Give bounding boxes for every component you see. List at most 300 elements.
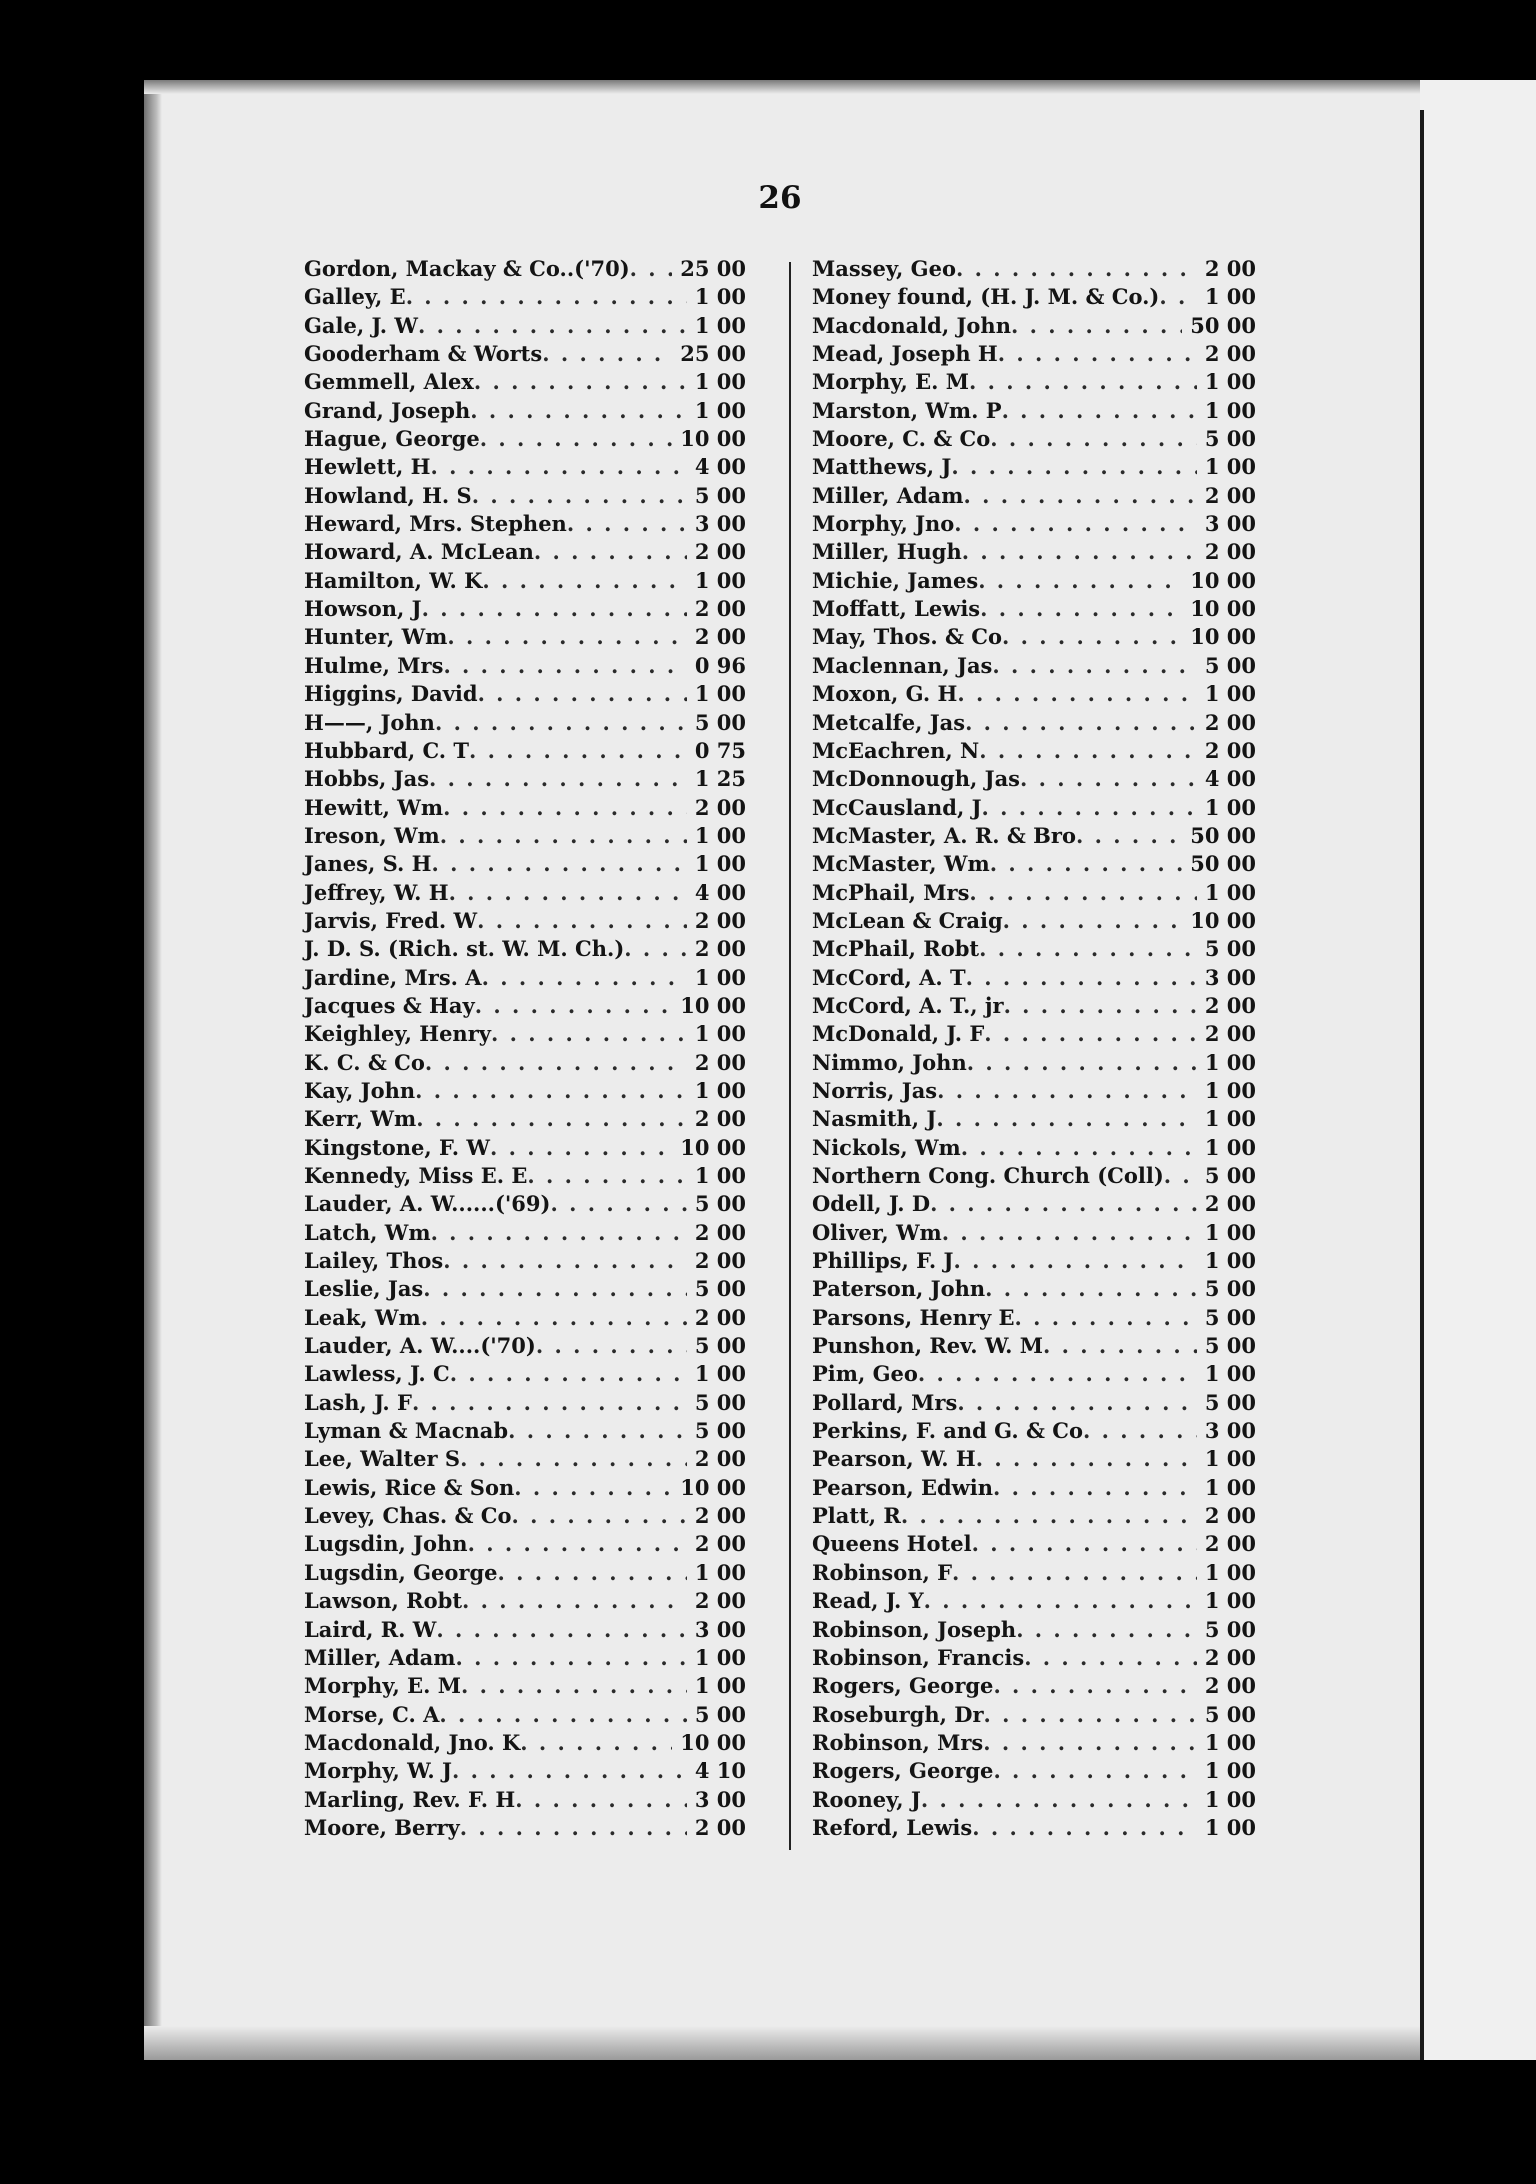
list-item	[812, 1276, 1256, 1304]
list-item	[304, 681, 746, 709]
dot-leader	[449, 880, 687, 905]
dot-leader	[1043, 1333, 1197, 1358]
subscription-amount: 3 00	[1204, 511, 1256, 537]
subscriber-name: Kingstone, F. W	[304, 1134, 490, 1160]
list-item	[812, 1078, 1256, 1106]
dot-leader	[450, 1361, 687, 1386]
subscription-amount: 4 10	[694, 1758, 746, 1784]
dot-leader	[953, 1248, 1196, 1273]
subscription-amount: 4 00	[694, 454, 746, 480]
list-item	[812, 738, 1256, 766]
dot-leader	[474, 369, 687, 394]
list-item	[304, 880, 746, 908]
subscription-amount: 5 00	[1204, 1304, 1256, 1330]
dot-leader	[957, 681, 1197, 706]
dot-leader	[962, 539, 1197, 564]
list-item	[304, 398, 746, 426]
subscription-amount: 25 00	[680, 256, 746, 281]
subscription-amount: 10 00	[1190, 624, 1256, 650]
dot-leader	[461, 1673, 687, 1698]
subscription-amount: 0 96	[694, 652, 746, 678]
subscriber-name: Hague, George	[304, 426, 480, 452]
subscriber-name: Gordon, Mackay & Co..('70)	[304, 256, 630, 281]
list-item	[812, 823, 1256, 851]
subscription-amount: 10 00	[1190, 596, 1256, 622]
dot-leader	[527, 1163, 686, 1188]
subscription-amount: 2 00	[1204, 256, 1256, 281]
subscription-amount: 5 00	[1204, 652, 1256, 678]
subscriber-name: Latch, Wm	[304, 1219, 431, 1245]
dot-leader	[439, 1702, 686, 1727]
subscription-amount: 2 00	[694, 1814, 746, 1840]
list-item	[812, 1758, 1256, 1786]
subscriber-name: Lee, Walter S	[304, 1446, 461, 1472]
subscription-amount: 2 00	[694, 907, 746, 933]
subscriber-name: McPhail, Mrs	[812, 879, 970, 905]
list-item	[812, 1248, 1256, 1276]
subscription-amount: 1 00	[694, 1559, 746, 1585]
page-shadow-left	[144, 80, 162, 2060]
subscriber-name: Lawson, Robt	[304, 1588, 463, 1614]
subscription-amount: 10 00	[680, 1474, 746, 1500]
list-item	[304, 1758, 746, 1786]
subscriber-name: Grand, Joseph	[304, 397, 471, 423]
subscriber-name: Lauder, A. W....('70)	[304, 1333, 536, 1359]
subscriber-name: Lauder, A. W......('69)	[304, 1191, 551, 1217]
subscriber-name: Marling, Rev. F. H	[304, 1786, 516, 1812]
list-item	[812, 398, 1256, 426]
subscriber-name: Janes, S. H	[304, 851, 432, 877]
subscriber-name: Queens Hotel	[812, 1531, 972, 1557]
subscription-amount: 5 00	[694, 1701, 746, 1727]
list-item	[812, 426, 1256, 454]
dot-leader	[937, 1078, 1197, 1103]
list-item	[812, 1503, 1256, 1531]
subscriber-name: Kennedy, Miss E. E	[304, 1163, 528, 1188]
dot-leader	[1002, 624, 1182, 649]
subscription-amount: 1 00	[694, 1673, 746, 1699]
dot-leader	[477, 908, 687, 933]
dot-leader	[979, 738, 1197, 763]
dot-leader	[462, 1588, 687, 1613]
dot-leader	[425, 1050, 687, 1075]
subscriber-name: Robinson, Joseph	[812, 1616, 1017, 1642]
dot-leader	[469, 738, 687, 763]
subscription-amount: 1 00	[1204, 1134, 1256, 1160]
subscriber-name: Jardine, Mrs. A	[304, 964, 482, 990]
list-item	[812, 1645, 1256, 1673]
dot-leader	[972, 1815, 1197, 1840]
subscriber-name: Gemmell, Alex	[304, 369, 474, 395]
list-item	[812, 965, 1256, 993]
subscription-amount: 5 00	[694, 1389, 746, 1415]
subscription-amount: 3 00	[1204, 1418, 1256, 1444]
subscription-amount: 1 00	[694, 964, 746, 990]
dot-leader	[972, 1531, 1197, 1556]
subscription-amount: 3 00	[694, 511, 746, 537]
subscriber-name: McCausland, J	[812, 794, 982, 820]
subscription-amount: 2 00	[694, 1503, 746, 1529]
subscriber-name: Morphy, W. J	[304, 1758, 452, 1784]
subscriber-name: H——, John	[304, 709, 435, 735]
subscriber-name: Howson, J	[304, 596, 422, 622]
list-item	[812, 511, 1256, 539]
list-item	[812, 1333, 1256, 1361]
dot-leader	[964, 483, 1197, 508]
list-item	[812, 1220, 1256, 1248]
subscription-amount: 2 00	[694, 1219, 746, 1245]
subscription-amount: 2 00	[1204, 1503, 1256, 1529]
dot-leader	[478, 681, 687, 706]
subscriber-name: McMaster, Wm	[812, 851, 990, 877]
list-item	[304, 624, 746, 652]
subscription-amount: 5 00	[1204, 1276, 1256, 1302]
dot-leader	[508, 1418, 687, 1443]
subscriber-name: Parsons, Henry E	[812, 1304, 1015, 1330]
subscription-amount: 2 00	[694, 794, 746, 820]
dot-leader	[982, 795, 1197, 820]
list-item	[304, 1787, 746, 1815]
subscription-amount: 2 00	[1204, 1191, 1256, 1217]
dot-leader	[961, 1135, 1197, 1160]
list-item	[304, 1475, 746, 1503]
subscription-amount: 1 00	[1204, 1559, 1256, 1585]
subscription-amount: 2 00	[694, 1049, 746, 1075]
subscription-amount: 1 00	[694, 284, 746, 310]
list-item	[304, 1305, 746, 1333]
subscription-amount: 2 00	[694, 1588, 746, 1614]
subscriber-name: Howland, H. S	[304, 482, 472, 508]
dot-leader	[542, 341, 672, 366]
dot-leader	[624, 936, 687, 961]
dot-leader	[1016, 1617, 1197, 1642]
list-item	[812, 369, 1256, 397]
subscription-amount: 1 00	[1204, 1248, 1256, 1274]
subscription-amount: 2 00	[1204, 992, 1256, 1018]
list-item	[812, 341, 1256, 369]
dot-leader	[436, 1617, 686, 1642]
subscriber-name: Moxon, G. H	[812, 681, 958, 707]
dot-leader	[480, 426, 672, 451]
list-item	[304, 426, 746, 454]
list-item	[812, 1446, 1256, 1474]
subscription-amount: 2 00	[694, 1106, 746, 1132]
list-item	[812, 539, 1256, 567]
subscriber-name: Jeffrey, W. H	[304, 879, 449, 905]
subscriber-name: J. D. S. (Rich. st. W. M. Ch.)	[304, 936, 625, 962]
dot-leader	[432, 851, 687, 876]
dot-leader	[482, 965, 687, 990]
dot-leader	[472, 483, 687, 508]
column-divider	[789, 262, 791, 1850]
page-shadow-top	[144, 80, 1444, 94]
dot-leader	[969, 880, 1196, 905]
dot-leader	[422, 596, 687, 621]
subscriber-name: Odell, J. D	[812, 1191, 931, 1217]
subscription-amount: 5 00	[1204, 1163, 1256, 1188]
subscriber-name: Lash, J. F	[304, 1389, 412, 1415]
list-item	[304, 511, 746, 539]
dot-leader	[630, 256, 673, 281]
list-item	[812, 624, 1256, 652]
dot-leader	[520, 1730, 672, 1755]
subscription-amount: 1 00	[1204, 454, 1256, 480]
dot-leader	[990, 426, 1197, 451]
list-item	[812, 256, 1256, 284]
list-item	[304, 851, 746, 879]
list-item	[304, 1446, 746, 1474]
subscriber-name: Roseburgh, Dr	[812, 1701, 984, 1727]
dot-leader	[443, 1248, 687, 1273]
subscription-amount: 2 00	[694, 624, 746, 650]
subscription-amount: 4 00	[694, 879, 746, 905]
list-item	[304, 1645, 746, 1673]
subscription-amount: 4 00	[1204, 766, 1256, 792]
subscriber-name: Miller, Hugh	[812, 539, 962, 565]
subscription-amount: 1 00	[1204, 681, 1256, 707]
list-item	[304, 1276, 746, 1304]
list-item	[812, 1361, 1256, 1389]
subscription-amount: 2 00	[694, 1446, 746, 1472]
dot-leader	[936, 1106, 1196, 1131]
list-item	[812, 851, 1256, 879]
dot-leader	[1076, 823, 1182, 848]
subscription-amount: 5 00	[694, 482, 746, 508]
subscription-amount: 10 00	[680, 426, 746, 452]
subscriber-name: Lyman & Macnab	[304, 1418, 509, 1444]
list-item	[812, 653, 1256, 681]
list-item	[304, 1418, 746, 1446]
subscription-amount: 1 00	[694, 369, 746, 395]
dot-leader	[490, 1135, 672, 1160]
subscriber-name: Marston, Wm. P	[812, 397, 1002, 423]
subscription-amount: 1 00	[1204, 369, 1256, 395]
subscriber-name: Miller, Adam	[304, 1644, 456, 1670]
subscriber-name: Robinson, Francis	[812, 1644, 1025, 1670]
dot-leader	[918, 1361, 1197, 1386]
page-number: 26	[758, 180, 802, 216]
subscriber-name: McMaster, A. R. & Bro	[812, 822, 1077, 848]
subscriber-name: Lugsdin, George	[304, 1559, 498, 1585]
dot-leader	[491, 1021, 687, 1046]
subscriber-name: Moore, C. & Co	[812, 426, 991, 452]
dot-leader	[534, 539, 687, 564]
subscriber-name: Jarvis, Fred. W	[304, 907, 478, 933]
subscription-amount: 50 00	[1190, 312, 1256, 338]
subscription-amount: 1 00	[694, 1077, 746, 1103]
subscription-amount: 5 00	[1204, 426, 1256, 452]
subscription-amount: 1 00	[1204, 1814, 1256, 1840]
subscription-amount: 1 00	[1204, 1474, 1256, 1500]
list-item	[304, 596, 746, 624]
dot-leader	[1003, 908, 1183, 933]
dot-leader	[980, 596, 1182, 621]
subscription-amount: 5 00	[1204, 936, 1256, 962]
list-item	[304, 993, 746, 1021]
list-item	[304, 1078, 746, 1106]
subscription-amount: 1 00	[694, 1644, 746, 1670]
list-item	[812, 284, 1256, 312]
list-item	[812, 1787, 1256, 1815]
list-item	[304, 823, 746, 851]
list-item	[304, 908, 746, 936]
left-column-list	[304, 256, 746, 1843]
subscription-amount: 2 00	[1204, 482, 1256, 508]
list-item	[304, 1390, 746, 1418]
subscriber-name: Morphy, E. M	[812, 369, 969, 395]
dot-leader	[1015, 1305, 1197, 1330]
subscription-amount: 1 25	[694, 766, 746, 792]
subscriber-name: Metcalfe, Jas	[812, 709, 966, 735]
dot-leader	[966, 965, 1197, 990]
subscriber-name: Galley, E	[304, 284, 406, 310]
subscriber-name: Miller, Adam	[812, 482, 964, 508]
subscriber-name: Kerr, Wm	[304, 1106, 417, 1132]
dot-leader	[482, 568, 686, 593]
dot-leader	[470, 398, 687, 423]
list-item	[304, 483, 746, 511]
dot-leader	[1024, 1645, 1197, 1670]
subscription-amount: 3 00	[694, 1616, 746, 1642]
list-item	[304, 539, 746, 567]
subscriber-name: Hubbard, C. T	[304, 737, 470, 763]
subscription-amount: 5 00	[694, 1191, 746, 1217]
subscriber-name: Nickols, Wm	[812, 1134, 961, 1160]
list-item	[304, 766, 746, 794]
subscriber-name: Reford, Lewis	[812, 1814, 973, 1840]
subscription-amount: 1 00	[694, 312, 746, 338]
subscriber-name: Howard, A. McLean	[304, 539, 534, 565]
subscription-amount: 1 00	[1204, 1588, 1256, 1614]
dot-leader	[418, 313, 687, 338]
dot-leader	[456, 1645, 687, 1670]
list-item	[812, 1673, 1256, 1701]
subscription-amount: 2 00	[1204, 539, 1256, 565]
subscription-amount: 3 00	[694, 1786, 746, 1812]
dot-leader	[430, 454, 686, 479]
subscriber-name: McEachren, N	[812, 737, 980, 763]
list-item	[812, 483, 1256, 511]
list-item	[812, 880, 1256, 908]
dot-leader	[993, 1475, 1197, 1500]
subscriber-name: Lailey, Thos	[304, 1248, 444, 1274]
subscription-amount: 1 00	[1204, 1219, 1256, 1245]
subscriber-name: Heward, Mrs. Stephen	[304, 511, 567, 537]
subscription-amount: 5 00	[1204, 1701, 1256, 1727]
facing-page-strip	[1420, 80, 1536, 2060]
subscription-amount: 5 00	[694, 1418, 746, 1444]
subscriber-name: Maclennan, Jas	[812, 652, 993, 678]
subscription-amount: 1 00	[1204, 879, 1256, 905]
list-item	[304, 369, 746, 397]
list-item	[304, 1106, 746, 1134]
dot-leader	[921, 1787, 1197, 1812]
dot-leader	[443, 653, 686, 678]
subscriber-name: Lugsdin, John	[304, 1531, 468, 1557]
subscription-amount: 5 00	[694, 1276, 746, 1302]
subscription-amount: 5 00	[1204, 1616, 1256, 1642]
list-item	[304, 1730, 746, 1758]
list-item	[304, 341, 746, 369]
dot-leader	[1083, 1418, 1197, 1443]
list-item	[304, 256, 746, 284]
subscription-amount: 1 00	[1204, 1758, 1256, 1784]
dot-leader	[460, 1815, 687, 1840]
list-item	[304, 1560, 746, 1588]
subscription-amount: 10 00	[680, 1729, 746, 1755]
dot-leader	[983, 1730, 1197, 1755]
subscriber-name: Robinson, F	[812, 1559, 953, 1585]
subscriber-name: Phillips, F. J	[812, 1248, 954, 1274]
subscriber-name: Pearson, Edwin	[812, 1474, 993, 1500]
dot-leader	[984, 1702, 1197, 1727]
dot-leader	[984, 1021, 1197, 1046]
dot-leader	[435, 710, 687, 735]
subscriber-name: Higgins, David	[304, 681, 478, 707]
subscription-amount: 10 00	[680, 992, 746, 1018]
dot-leader	[567, 511, 687, 536]
list-item	[304, 1248, 746, 1276]
dot-leader	[1002, 398, 1197, 423]
subscriber-name: McDonald, J. F	[812, 1021, 985, 1047]
dot-leader	[1020, 766, 1197, 791]
dot-leader	[965, 710, 1197, 735]
subscriber-name: Macdonald, Jno. K	[304, 1729, 521, 1755]
subscription-amount: 1 00	[694, 1021, 746, 1047]
subscriber-name: Pearson, W. H	[812, 1446, 976, 1472]
dot-leader	[1011, 313, 1182, 338]
list-item	[304, 965, 746, 993]
dot-leader	[416, 1106, 687, 1131]
dot-leader	[440, 823, 687, 848]
dot-leader	[412, 1390, 687, 1415]
subscription-amount: 1 00	[1204, 1446, 1256, 1472]
list-item	[812, 1560, 1256, 1588]
subscription-amount: 1 00	[694, 567, 746, 593]
subscription-amount: 1 00	[694, 822, 746, 848]
dot-leader	[1004, 993, 1197, 1018]
list-item	[304, 568, 746, 596]
subscription-amount: 25 00	[680, 341, 746, 367]
list-item	[812, 1702, 1256, 1730]
dot-leader	[969, 369, 1197, 394]
list-item	[812, 1106, 1256, 1134]
subscriber-name: Punshon, Rev. W. M	[812, 1333, 1044, 1359]
list-item	[304, 1191, 746, 1219]
dot-leader	[942, 1220, 1197, 1245]
list-item	[304, 1163, 746, 1191]
list-item	[812, 1163, 1256, 1191]
subscription-amount: 1 00	[1204, 1106, 1256, 1132]
list-item	[304, 1361, 746, 1389]
list-item	[304, 1815, 746, 1843]
subscription-amount: 2 00	[1204, 709, 1256, 735]
dot-leader	[515, 1787, 687, 1812]
list-item	[812, 1730, 1256, 1758]
dot-leader	[978, 568, 1182, 593]
subscriber-name: Read, J. Y	[812, 1588, 924, 1614]
dot-leader	[985, 1276, 1197, 1301]
subscription-amount: 2 00	[1204, 1531, 1256, 1557]
list-item	[304, 284, 746, 312]
dot-leader	[979, 936, 1197, 961]
list-item	[812, 1418, 1256, 1446]
dot-leader	[415, 1078, 687, 1103]
subscriber-name: Rogers, George	[812, 1758, 994, 1784]
list-item	[812, 1305, 1256, 1333]
subscriber-name: Gale, J. W	[304, 312, 419, 338]
dot-leader	[976, 1446, 1197, 1471]
